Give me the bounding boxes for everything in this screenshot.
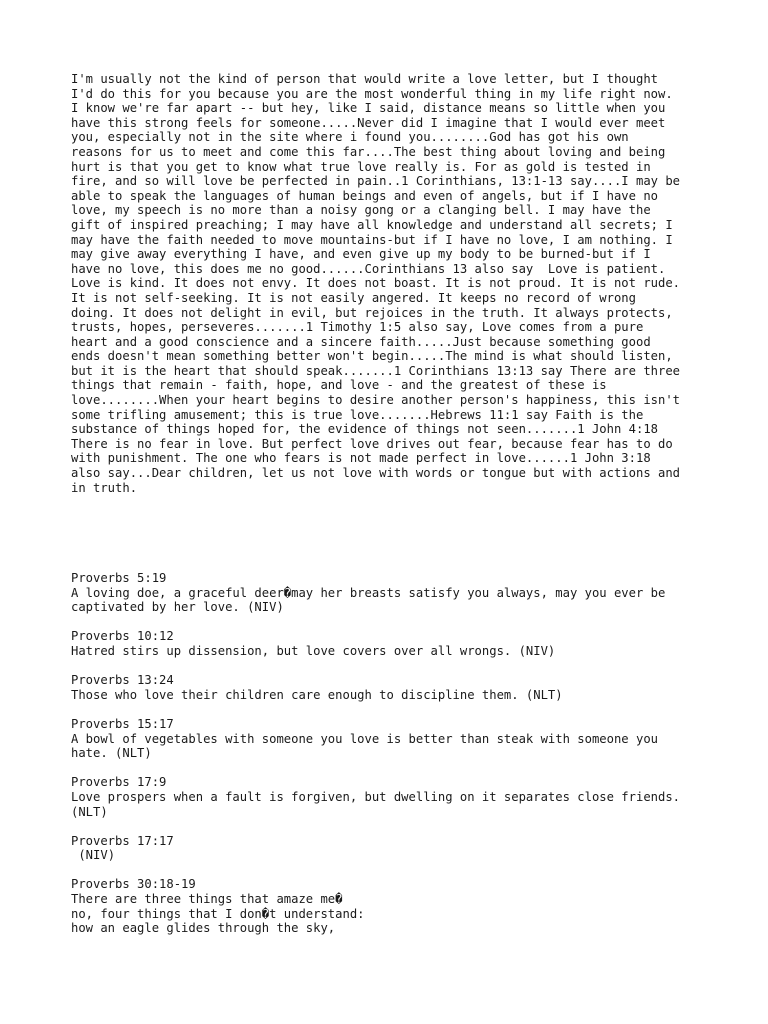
verse-text: A loving doe, a graceful deer�may her breasts satisfy you always, may you ever be captivated by her love. (NIV) xyxy=(71,585,666,615)
verse-item xyxy=(71,673,751,702)
verse-reference: Proverbs 30:18-19 xyxy=(71,877,196,892)
verse-text: Love prospers when a fault is forgiven, but dwelling on it separates close friends. (NLT) xyxy=(71,789,681,819)
verse-reference: Proverbs 13:24 xyxy=(71,673,174,688)
letter-section xyxy=(71,72,711,495)
verse-item xyxy=(71,877,751,935)
verse-text: (NIV) xyxy=(71,848,116,863)
verse-list xyxy=(71,571,751,950)
verse-text: Hatred stirs up dissension, but love covers over all wrongs. (NIV) xyxy=(71,643,556,658)
love-letter-text: I'm usually not the kind of person that would write a love letter, but I thought I'd do this for you because you are the most wonderful thing in my life right now. I know we're far apart -- but hey, like I said, distance means so little when you have this strong feels for someone.....Never did I imagine that I would ever meet you, especially not in the site where i found you........God has got his own reasons for us to meet and come this far....The best thing about loving and being hurt is that you get to know what true love really is. For as gold is tested in fire, and so will love be perfected in pain..1 Corinthians, 13:1-13 say....I may be able to speak the languages of human beings and even of angels, but if I have no love, my speech is no more than a noisy gong or a clanging bell. I may have the gift of inspired preaching; I may have all knowledge and understand all secrets; I may have the faith needed to move mountains-but if I have no love, I am nothing. I may give away everything I have, and even give up my body to be burned-but if I have no love, this does me no good......Corinthians 13 also say Love is patient. Love is kind. It does not envy. It does not boast. It is not proud. It is not rude. It is not self-seeking. It is not easily angered. It keeps no record of wrong doing. It does not delight in evil, but rejoices in the truth. It always protects, trusts, hopes, perseveres.......1 Timothy 1:5 also say, Love comes from a pure heart and a good conscience and a sincere faith.....Just because something good ends doesn't mean something better won't begin.....The mind is what should listen, but it is the heart that should speak.......1 Corinthians 13:13 say There are three things that remain - faith, hope, and love - and the greatest of these is love........When your heart begins to desire another person's happiness, this isn't some trifling amusement; this is true love.......Hebrews 11:1 say Faith is the substance of things hoped for, the evidence of things not seen.......1 John 4:18 There is no fear in love. But perfect love drives out fear, because fear has to do with punishment. The one who fears is not made perfect in love......1 John 3:18 also say...Dear children, let us not love with words or tongue but with actions and in truth. xyxy=(71,72,681,495)
verse-item xyxy=(71,834,751,863)
verse-reference: Proverbs 5:19 xyxy=(71,571,167,585)
verse-item xyxy=(71,717,751,761)
verse-text: There are three things that amaze me� no, four things that I don�t understand: how an eagle glides through the sky, xyxy=(71,892,365,936)
verse-reference: Proverbs 10:12 xyxy=(71,629,174,644)
verse-item xyxy=(71,571,751,615)
verse-reference: Proverbs 17:17 xyxy=(71,833,174,848)
verse-reference: Proverbs 17:9 xyxy=(71,775,167,790)
verse-reference: Proverbs 15:17 xyxy=(71,716,174,731)
verse-item xyxy=(71,775,751,819)
verse-text: A bowl of vegetables with someone you love is better than steak with someone you hate. (NLT) xyxy=(71,731,658,761)
verse-item xyxy=(71,629,751,658)
verse-text: Those who love their children care enough to discipline them. (NLT) xyxy=(71,687,563,702)
